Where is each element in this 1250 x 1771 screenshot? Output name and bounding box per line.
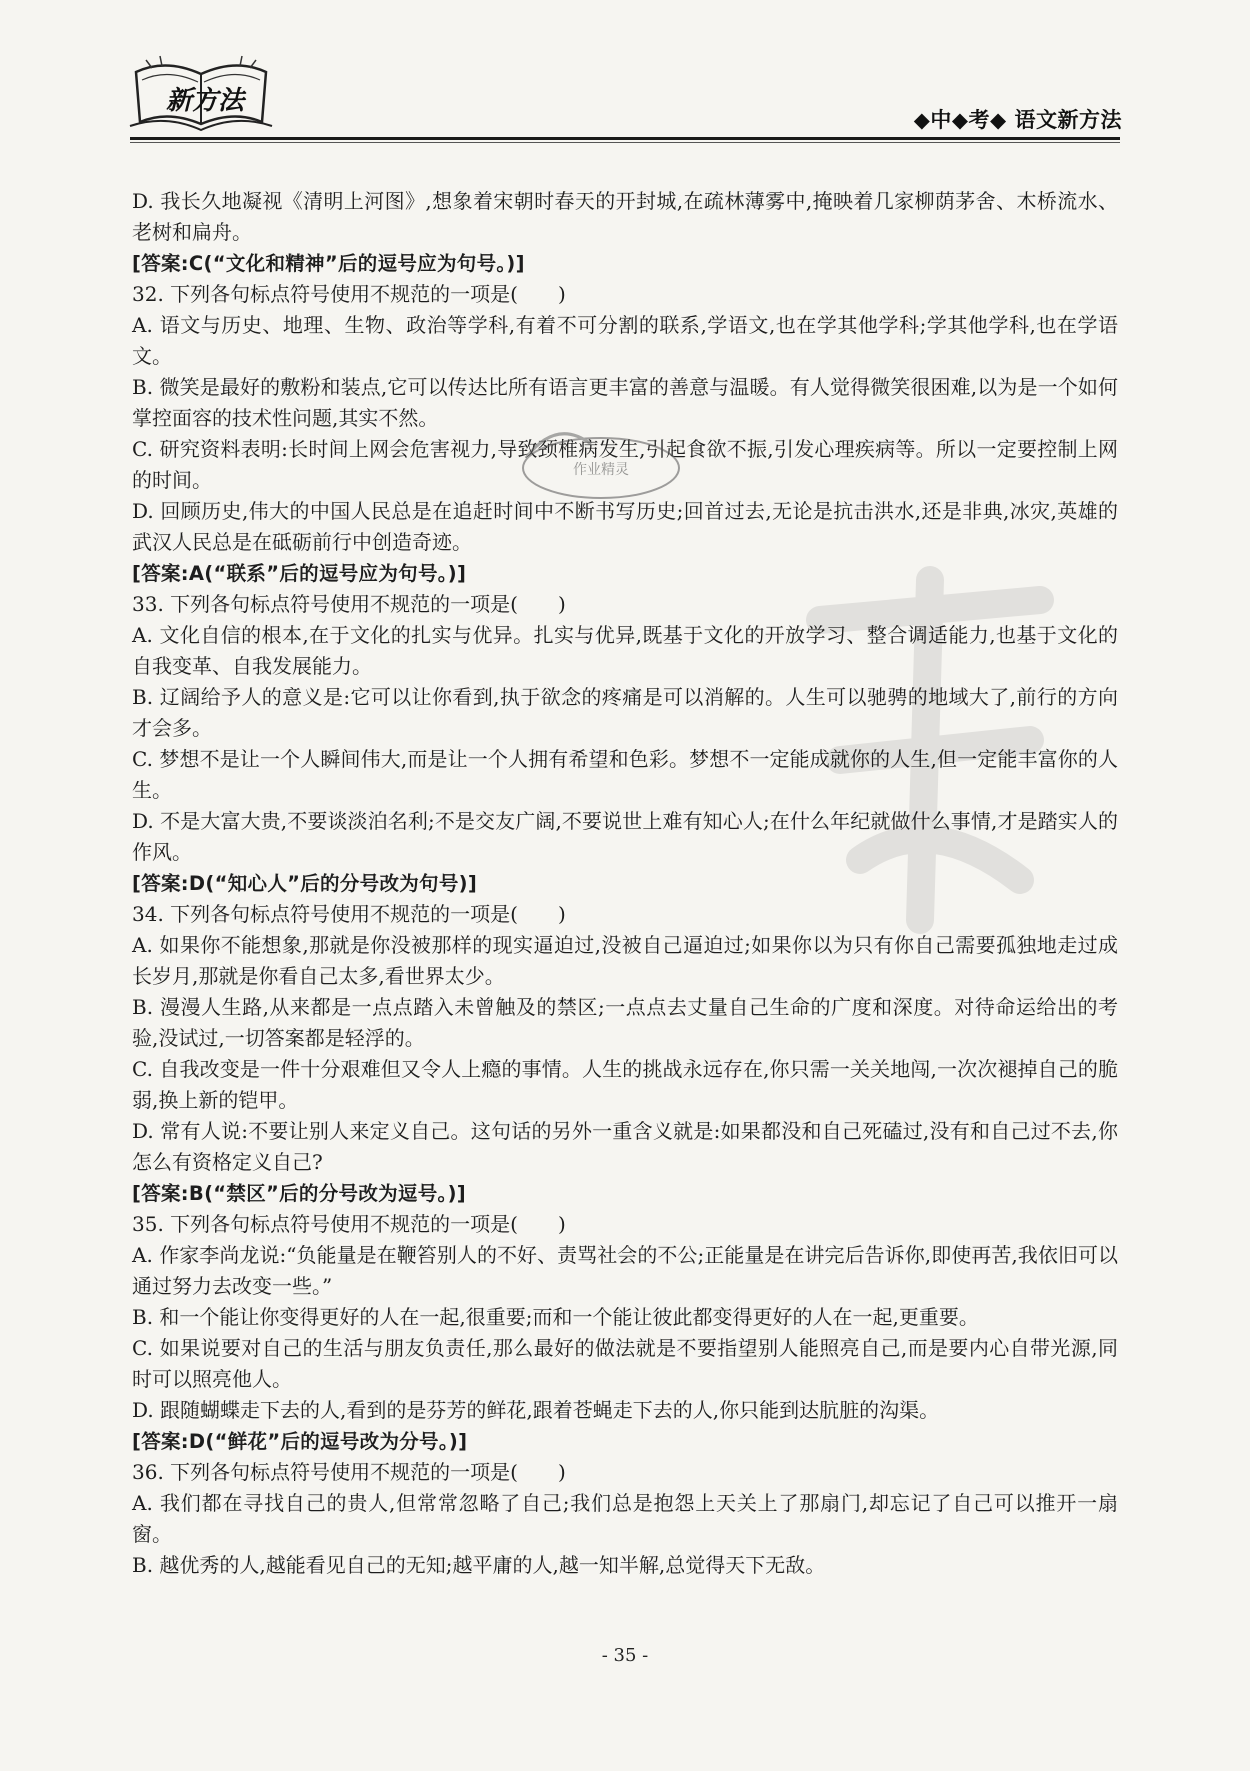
stamp-text: 作业精灵 [573, 462, 629, 478]
option-text: A. 如果你不能想象,那就是你没被那样的现实逼迫过,没被自己逼迫过;如果你以为只有你自己需要孤独地走过成长岁月,那就是你看自己太多,看世界太少。 [132, 933, 1118, 988]
option-text: D. 回顾历史,伟大的中国人民总是在追赶时间中不断书写历史;回首过去,无论是抗击洪水,还是非典,冰灾,英雄的武汉人民总是在砥砺前行中创造奇迹。 [132, 499, 1118, 554]
option-text: C. 梦想不是让一个人瞬间伟大,而是让一个人拥有希望和色彩。梦想不一定能成就你的人生,但一定能丰富你的人生。 [132, 747, 1118, 802]
option-text: C. 自我改变是一件十分艰难但又令人上瘾的事情。人生的挑战永远存在,你只需一关关地闯,一次次褪掉自己的脆弱,换上新的铠甲。 [132, 1057, 1118, 1112]
option-text: D. 常有人说:不要让别人来定义自己。这句话的另外一重含义就是:如果都没和自己死磕过,没有和自己过不去,你怎么有资格定义自己? [132, 1119, 1118, 1174]
option-text: B. 越优秀的人,越能看见自己的无知;越平庸的人,越一知半解,总觉得天下无敌。 [132, 1553, 826, 1577]
header-title: ◆中◆考◆ 语文新方法 [913, 108, 1122, 132]
option-text: D. 我长久地凝视《清明上河图》,想象着宋朝时春天的开封城,在疏林薄雾中,掩映着几家柳荫茅舍、木桥流水、老树和扁舟。 [132, 189, 1118, 244]
page-number: - 35 - [601, 1645, 649, 1666]
header-rule-thin [130, 142, 1120, 143]
answer-line: [答案:A(“联系”后的逗号应为句号。)] [132, 562, 467, 585]
header-rule [130, 137, 1120, 140]
stamp-icon [516, 418, 686, 508]
option-text: A. 我们都在寻找自己的贵人,但常常忽略了自己;我们总是抱怨上天关上了那扇门,却忘记了自己可以推开一扇窗。 [132, 1491, 1118, 1546]
watermark-icon [780, 560, 1080, 940]
question-stem: 32. 下列各句标点符号使用不规范的一项是( ) [132, 282, 566, 306]
answer-line: [答案:B(“禁区”后的分号改为逗号。)] [132, 1182, 466, 1205]
option-text: B. 辽阔给予人的意义是:它可以让你看到,执于欲念的疼痛是可以消解的。人生可以驰骋的地域大了,前行的方向才会多。 [132, 685, 1118, 740]
logo-text: 新方法 [165, 86, 244, 116]
option-text: B. 微笑是最好的敷粉和装点,它可以传达比所有语言更丰富的善意与温暖。有人觉得微笑很困难,以为是一个如何掌控面容的技术性问题,其实不然。 [132, 375, 1118, 430]
question-stem: 33. 下列各句标点符号使用不规范的一项是( ) [132, 592, 566, 616]
option-text: B. 和一个能让你变得更好的人在一起,很重要;而和一个能让彼此都变得更好的人在一起,更重要。 [132, 1305, 979, 1329]
option-text: A. 语文与历史、地理、生物、政治等学科,有着不可分割的联系,学语文,也在学其他学科;学其他学科,也在学语文。 [132, 313, 1118, 368]
option-text: A. 文化自信的根本,在于文化的扎实与优异。扎实与优异,既基于文化的开放学习、整合调适能力,也基于文化的自我变革、自我发展能力。 [132, 623, 1118, 678]
option-text: A. 作家李尚龙说:“负能量是在鞭笞别人的不好、责骂社会的不公;正能量是在讲完后告诉你,即使再苦,我依旧可以通过努力去改变一些。” [132, 1243, 1118, 1298]
answer-line: [答案:D(“知心人”后的分号改为句号)] [132, 872, 478, 895]
option-text: C. 如果说要对自己的生活与朋友负责任,那么最好的做法就是不要指望别人能照亮自己,而是要内心自带光源,同时可以照亮他人。 [132, 1336, 1118, 1391]
question-stem: 36. 下列各句标点符号使用不规范的一项是( ) [132, 1460, 566, 1484]
answer-line: [答案:C(“文化和精神”后的逗号应为句号。)] [132, 252, 525, 275]
answer-line: [答案:D(“鲜花”后的逗号改为分号。)] [132, 1430, 468, 1453]
option-text: C. 研究资料表明:长时间上网会危害视力,导致颈椎病发生,引起食欲不振,引发心理疾病等。所以一定要控制上网的时间。 [132, 437, 1118, 492]
option-text: D. 跟随蝴蝶走下去的人,看到的是芬芳的鲜花,跟着苍蝇走下去的人,你只能到达肮脏的沟渠。 [132, 1398, 940, 1422]
option-text: D. 不是大富大贵,不要谈淡泊名利;不是交友广阔,不要说世上难有知心人;在什么年纪就做什么事情,才是踏实人的作风。 [132, 809, 1118, 864]
question-stem: 34. 下列各句标点符号使用不规范的一项是( ) [132, 902, 566, 926]
question-stem: 35. 下列各句标点符号使用不规范的一项是( ) [132, 1212, 566, 1236]
option-text: B. 漫漫人生路,从来都是一点点踏入未曾触及的禁区;一点点去丈量自己生命的广度和深度。对待命运给出的考验,没试过,一切答案都是轻浮的。 [132, 995, 1118, 1050]
